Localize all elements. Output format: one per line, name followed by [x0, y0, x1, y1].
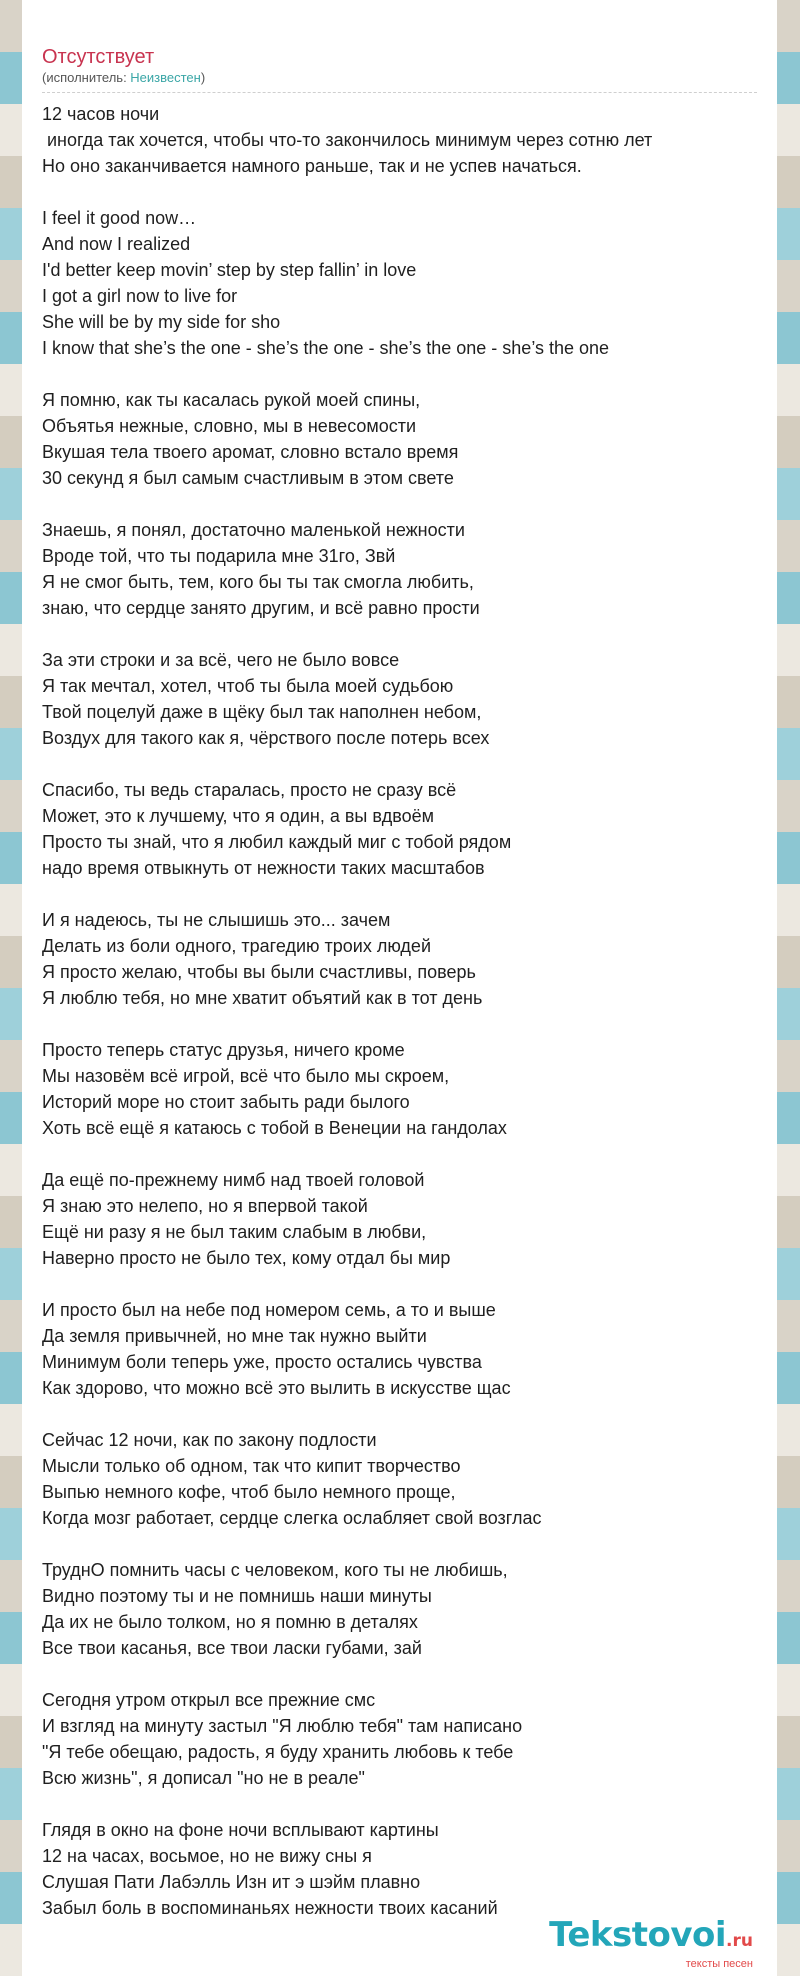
lyrics-line: Я люблю тебя, но мне хватит объятий как в тот день — [42, 988, 483, 1008]
lyrics-line: знаю, что сердце занято другим, и всё равно прости — [42, 598, 480, 618]
lyrics-line: I'd better keep movin’ step by step fallin’ in love — [42, 260, 417, 280]
lyrics-line: Наверно просто не было тех, кому отдал бы мир — [42, 1248, 451, 1268]
lyrics-line: Глядя в окно на фоне ночи всплывают картины — [42, 1820, 439, 1840]
lyrics-stanza — [42, 1687, 762, 1791]
lyrics-line: Может, это к лучшему, что я один, а вы вдвоём — [42, 806, 434, 826]
artist-suffix: ) — [200, 70, 206, 85]
lyrics-line: Выпью немного кофе, чтоб было немного проще, — [42, 1482, 456, 1502]
lyrics-line: Объятья нежные, словно, мы в невесомости — [42, 416, 417, 436]
lyrics-line: Видно поэтому ты и не помнишь наши минуты — [42, 1586, 432, 1606]
lyrics-line: ТруднО помнить часы с человеком, кого ты не любишь, — [42, 1560, 508, 1580]
song-header — [42, 44, 757, 93]
lyrics-stanza — [42, 1427, 762, 1531]
lyrics-line: И просто был на небе под номером семь, а то и выше — [42, 1300, 496, 1320]
lyrics-line: Твой поцелуй даже в щёку был так наполнен небом, — [42, 702, 482, 722]
lyrics-line: Слушая Пати Лабэлль Изн ит э шэйм плавно — [42, 1872, 421, 1892]
lyrics-line: 12 на часах, восьмое, но не вижу сны я — [42, 1846, 372, 1866]
lyrics-stanza — [42, 205, 762, 361]
lyrics-line: Делать из боли одного, трагедию троих людей — [42, 936, 431, 956]
content-panel — [22, 0, 777, 1976]
lyrics-line: Воздух для такого как я, чёрствого после потерь всех — [42, 728, 490, 748]
artist-link[interactable]: Неизвестен — [130, 70, 201, 85]
lyrics-stanza — [42, 517, 762, 621]
lyrics-line: Просто ты знай, что я любил каждый миг с тобой рядом — [42, 832, 512, 852]
lyrics-line: Я знаю это нелепо, но я впервой такой — [42, 1196, 368, 1216]
logo-tld: .ru — [726, 1931, 753, 1951]
lyrics-line: Я помню, как ты касалась рукой моей спины, — [42, 390, 421, 410]
lyrics-line: Да земля привычней, но мне так нужно выйти — [42, 1326, 427, 1346]
lyrics-line: Ещё ни разу я не был таким слабым в любви, — [42, 1222, 427, 1242]
logo-tagline: тексты песен — [685, 1958, 753, 1970]
lyrics-line: Спасибо, ты ведь старалась, просто не сразу всё — [42, 780, 457, 800]
lyrics-line: I got a girl now to live for — [42, 286, 238, 306]
lyrics-line: И я надеюсь, ты не слышишь это... зачем — [42, 910, 391, 930]
lyrics-line: Всю жизнь", я дописал "но не в реале" — [42, 1768, 365, 1788]
lyrics-stanza — [42, 1037, 762, 1141]
lyrics-line: надо время отвыкнуть от нежности таких масштабов — [42, 858, 485, 878]
lyrics-line: Я так мечтал, хотел, чтоб ты была моей судьбою — [42, 676, 454, 696]
song-title: Отсутствует — [42, 46, 155, 68]
lyrics-line: Да их не было толком, но я помню в деталях — [42, 1612, 418, 1632]
lyrics-line: За эти строки и за всё, чего не было вовсе — [42, 650, 400, 670]
lyrics-line: Когда мозг работает, сердце слегка ослабляет свой возглас — [42, 1508, 542, 1528]
lyrics-line: Забыл боль в воспоминаньях нежности твоих касаний — [42, 1898, 498, 1918]
lyrics-stanza — [42, 1167, 762, 1271]
lyrics-line: Как здорово, что можно всё это вылить в искусстве щас — [42, 1378, 511, 1398]
lyrics-stanza — [42, 101, 762, 179]
lyrics-line: Я просто желаю, чтобы вы были счастливы, поверь — [42, 962, 476, 982]
lyrics-line: She will be by my side for sho — [42, 312, 281, 332]
lyrics-line: Минимум боли теперь уже, просто остались чувства — [42, 1352, 482, 1372]
lyrics-line: 30 секунд я был самым счастливым в этом свете — [42, 468, 454, 488]
lyrics-line: Мы назовём всё игрой, всё что было мы скроем, — [42, 1066, 450, 1086]
artist-prefix: (исполнитель: — [42, 70, 131, 85]
lyrics-line: I know that she’s the one - she’s the one - she’s the one - she’s the one — [42, 338, 610, 358]
lyrics-line: Сейчас 12 ночи, как по закону подлости — [42, 1430, 377, 1450]
lyrics-stanza — [42, 1817, 762, 1921]
logo-wordmark — [549, 1915, 753, 1958]
lyrics-line: И взгляд на минуту застыл "Я люблю тебя" там написано — [42, 1716, 523, 1736]
lyrics-stanza — [42, 387, 762, 491]
lyrics-line: Историй море но стоит забыть ради былого — [42, 1092, 410, 1112]
lyrics-stanza — [42, 1297, 762, 1401]
lyrics-stanza — [42, 777, 762, 881]
lyrics-line: And now I realized — [42, 234, 191, 254]
lyrics-line: Просто теперь статус друзья, ничего кроме — [42, 1040, 405, 1060]
logo-name: Tekstovoi — [549, 1915, 727, 1955]
lyrics-line: Да ещё по-прежнему нимб над твоей головой — [42, 1170, 425, 1190]
site-logo[interactable] — [549, 1915, 753, 1970]
lyrics-line: Знаешь, я понял, достаточно маленькой нежности — [42, 520, 465, 540]
lyrics-line: Сегодня утром открыл все прежние смс — [42, 1690, 376, 1710]
lyrics-line: Хоть всё ещё я катаюсь с тобой в Венеции на гандолах — [42, 1118, 507, 1138]
lyrics-line: "Я тебе обещаю, радость, я буду хранить любовь к тебе — [42, 1742, 514, 1762]
lyrics-line: Вроде той, что ты подарила мне 31го, Звй — [42, 546, 396, 566]
lyrics-line: Все твои касанья, все твои ласки губами, зай — [42, 1638, 422, 1658]
lyrics-line: Вкушая тела твоего аромат, словно встало время — [42, 442, 459, 462]
header-divider — [42, 92, 757, 93]
lyrics-line: 12 часов ночи — [42, 104, 160, 124]
lyrics-line: иногда так хочется, чтобы что-то закончилось минимум через сотню лет — [42, 130, 653, 150]
artist-line — [42, 70, 757, 86]
lyrics-stanza — [42, 1557, 762, 1661]
lyrics-body — [42, 101, 762, 1947]
lyrics-stanza — [42, 907, 762, 1011]
lyrics-line: Я не смог быть, тем, кого бы ты так смогла любить, — [42, 572, 474, 592]
lyrics-line: Но оно заканчивается намного раньше, так и не успев начаться. — [42, 156, 582, 176]
lyrics-stanza — [42, 647, 762, 751]
lyrics-line: Мысли только об одном, так что кипит творчество — [42, 1456, 461, 1476]
lyrics-line: I feel it good now… — [42, 208, 197, 228]
